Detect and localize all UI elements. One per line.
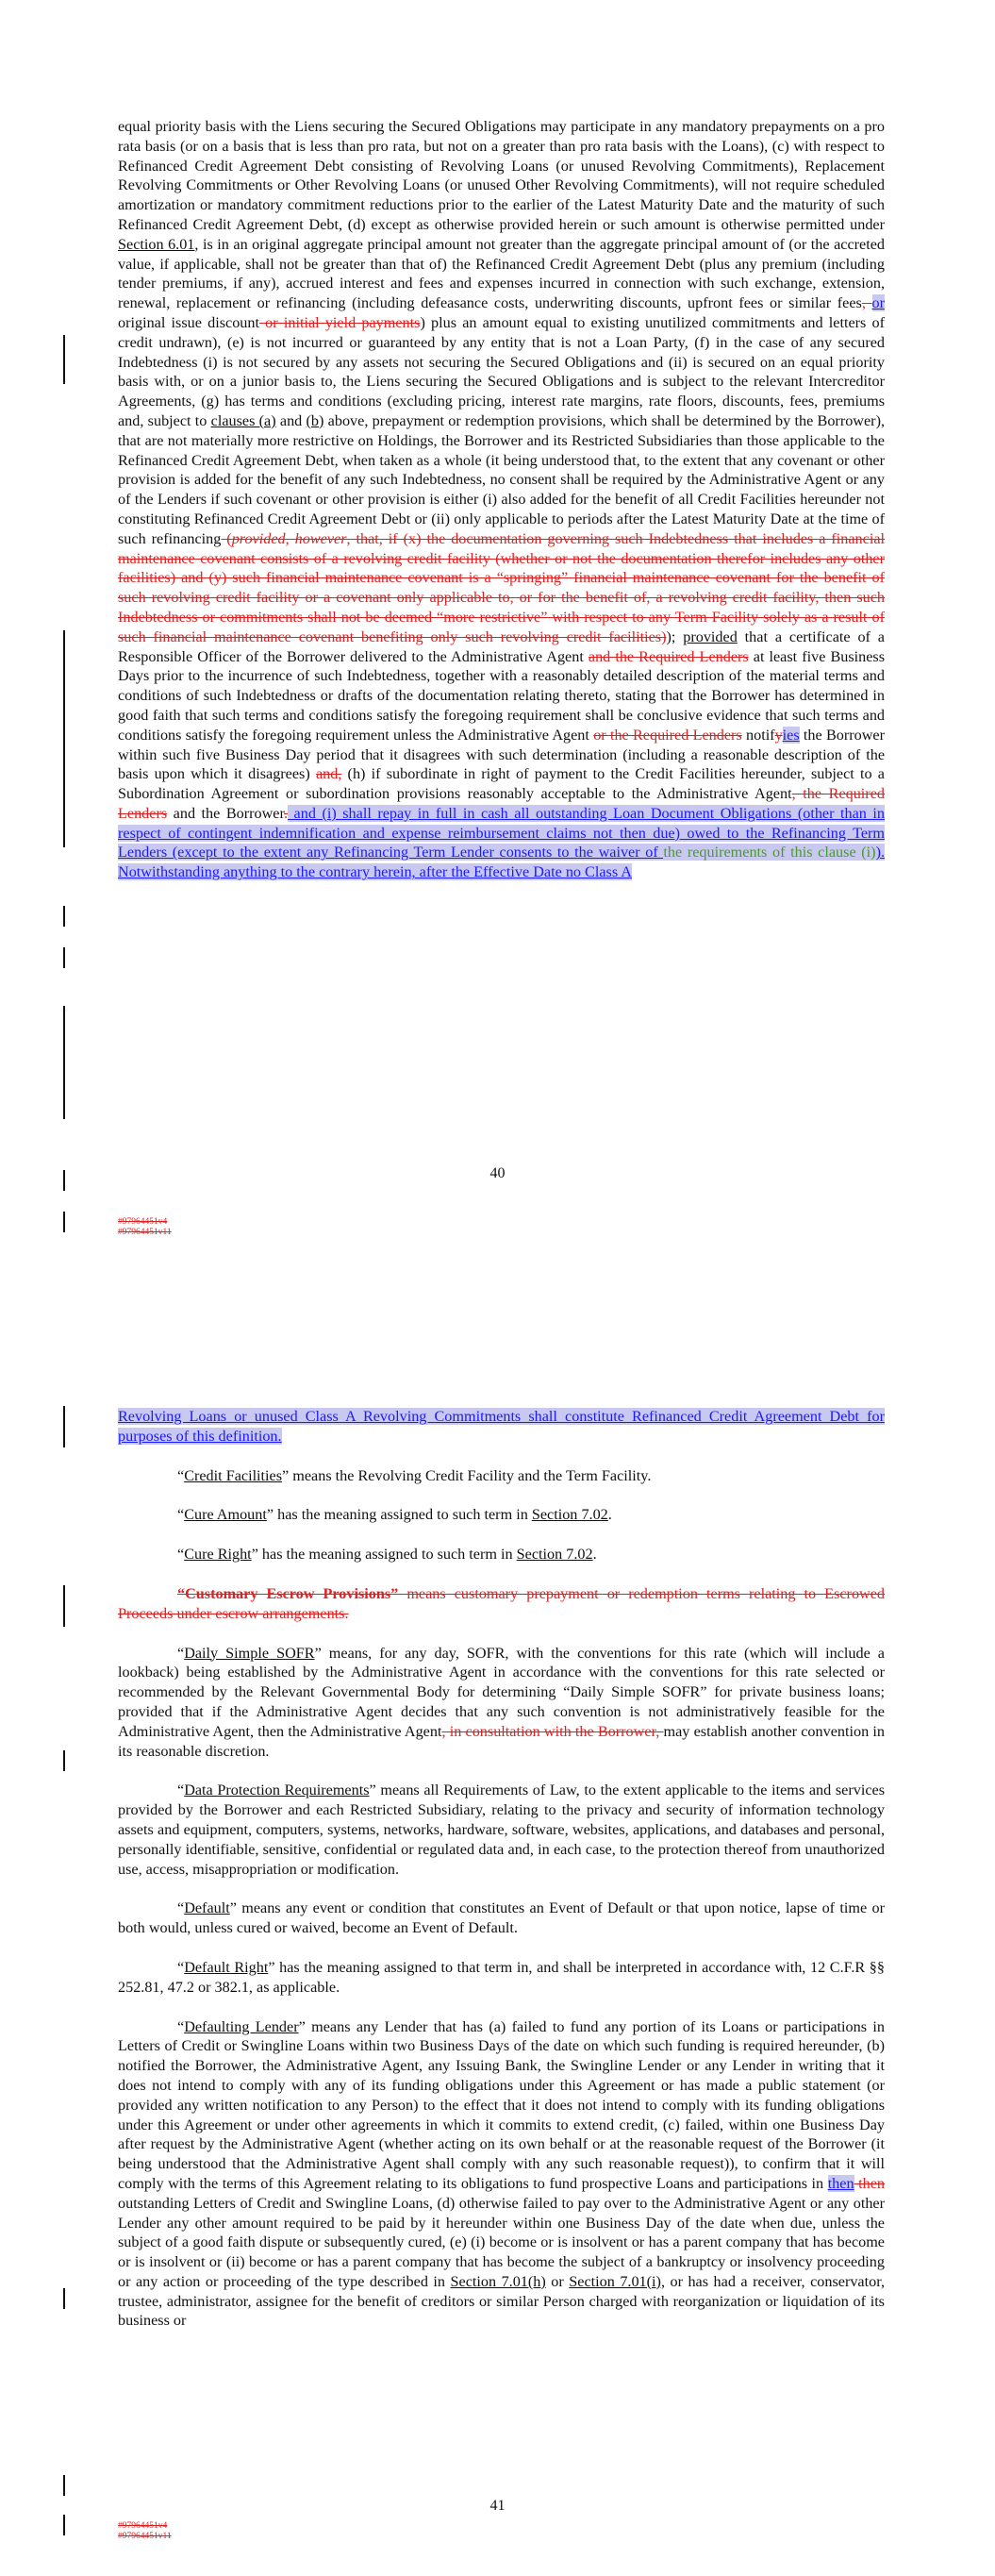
defined-term: Default xyxy=(184,1899,230,1917)
deleted-text: , that, if (x) the documentation governing such Indebtedness that includes a financial maintenance covenant consists of a revolving credit facility (whether or not the documentation therefor includes any other facilities) and (y) such financial maintenance covenant is a “springing” financial maintenance covenant for the benefit of such revolving credit facility or a covenant only applicable to, or for the benefit of, a revolving credit facility, then such Indebtedness or commitments shall not be deemed “more restrictive” with respect to any Term Facility solely as a result of such financial maintenance covenant benefiting only such revolving credit facilities) xyxy=(118,529,886,645)
defined-term: Default Right xyxy=(184,1958,269,1976)
change-bar xyxy=(63,630,65,847)
moved-text: the requirements of this clause (i) xyxy=(663,844,876,861)
defined-term: Cure Amount xyxy=(184,1506,267,1524)
deleted-text: , in consultation with the Borrower, xyxy=(441,1722,664,1740)
clause-ref: clauses (a) xyxy=(210,411,276,429)
doc-id: #97964451v4 xyxy=(118,1217,168,1227)
definitions-block xyxy=(118,1407,885,2331)
change-bar xyxy=(63,1406,65,1447)
deleted-text: then xyxy=(854,2174,885,2192)
doc-id: #97964451v11 xyxy=(118,2532,172,2541)
deleted-text: provided, however xyxy=(231,529,347,547)
change-bar xyxy=(63,906,65,927)
change-bar xyxy=(63,1006,65,1119)
deleted-text: ( xyxy=(221,529,232,547)
defined-term: Data Protection Requirements xyxy=(184,1781,370,1799)
inserted-text: ies xyxy=(782,726,800,744)
definition-paragraph xyxy=(118,117,885,882)
continuation-text: Revolving Loans or unused Class A Revolving Commitments shall constitute Refinanced Credit Agreement Debt for purposes of this definition. xyxy=(118,1408,885,1445)
defined-term: Credit Facilities xyxy=(184,1466,283,1484)
change-bar xyxy=(63,2515,65,2535)
doc-id: #97964451v4 xyxy=(118,2521,168,2531)
change-bar xyxy=(63,2288,65,2309)
clause-ref: (b) xyxy=(306,411,324,429)
deleted-text: y xyxy=(774,726,783,744)
change-bar xyxy=(63,1750,65,1771)
deleted-text: , xyxy=(861,294,872,312)
change-bar xyxy=(63,335,65,384)
definition-data-protection-requirements: “Data Protection Requirements” means all Requirements of Law, to the extent applicable to the items and services provided by the Borrower and each Restricted Subsidiary, relating to the privacy and security of information technology assets and equipment, computers, systems, networks, hardware, software, websites, applications, and databases and personal, personally identifiable, sensitive, confidential or regulated data and, in each case, to the protection thereof from unauthorized use, access, misappropriation or modification. xyxy=(118,1781,885,1878)
definition-defaulting-lender: “Defaulting Lender” means any Lender that has (a) failed to fund any portion of its Loans or participations in Letters of Credit or Swingline Loans within two Business Days of the date on which such funding is required hereunder, (b) notified the Borrower, the Administrative Agent, any Issuing Bank, the Swingline Lender or any Lender in writing that it does not intend to comply with any of its funding obligations under this Agreement or has made a public statement (or provided any written notification to any Person) to the effect that it does not intend to comply with its funding obligations under this Agreement or under other agreements in which it commits to extend credit, (c) failed, within one Business Day after request by the Administrative Agent (whether acting on its own behalf or at the reasonable request of the Borrower (it being understood that the Administrative Agent shall comply with any such reasonable request)), to confirm that it will comply with the terms of this Agreement relating to its obligations to fund prospective Loans and participations in then then outstanding Letters of Credit and Swingline Loans, (d) otherwise failed to pay over to the Administrative Agent or any other Lender any other amount required to be paid by it hereunder within one Business Day of the date when due, unless the subject of a good faith dispute or subsequently cured, (e) (i) become or is insolvent or has a parent company that has become or is insolvent or (ii) become or has a parent company that has become the subject of a bankruptcy or insolvency proceeding or any action or proceeding of the type described in Section 7.01(h) or Section 7.01(i), or has had a receiver, conservator, trustee, administrator, assignee for the benefit of creditors or similar Person charged with reorganization or liquidation of its business or xyxy=(118,2017,885,2330)
inserted-text: or xyxy=(871,294,885,312)
section-ref: Section 6.01 xyxy=(118,235,195,253)
deleted-defined-term: “Customary Escrow Provisions” xyxy=(177,1584,399,1602)
deleted-text: or initial yield payments xyxy=(258,313,421,331)
deleted-text: , the Required Lenders xyxy=(118,785,885,822)
change-bar xyxy=(63,1585,65,1627)
definition-cure-amount: “Cure Amount” has the meaning assigned to such term in Section 7.02. xyxy=(177,1506,612,1524)
definition-daily-simple-sofr: “Daily Simple SOFR” means, for any day, SOFR, with the conventions for this rate (which will include a lookback) being established by the Administrative Agent in accordance with the conventions for this rate selected or recommended by the Relevant Governmental Body for determining “Daily Simple SOFR” for private business loans; provided that if the Administrative Agent decides that any such convention is not administratively feasible for the Administrative Agent, then the Administrative Agent, in consultation with the Borrower, may establish another convention in its reasonable discretion. xyxy=(118,1644,885,1760)
section-ref: Section 7.01(i) xyxy=(569,2272,661,2290)
change-bar xyxy=(63,2475,65,2496)
change-bar xyxy=(63,947,65,968)
deleted-text: and the Required Lenders xyxy=(588,647,749,665)
proviso-ref: provided xyxy=(683,627,738,645)
change-bar xyxy=(63,1212,65,1232)
section-ref: Section 7.01(h) xyxy=(450,2272,546,2290)
deleted-text: means customary prepayment or redemption terms relating to Escrowed Proceeds under escrow arrangements. xyxy=(118,1584,886,1622)
page-41 xyxy=(0,1288,995,2576)
page-number: 41 xyxy=(489,2498,506,2514)
deleted-text: and, xyxy=(315,765,342,783)
definition-customary-escrow-provisions xyxy=(118,1584,885,1624)
inserted-text: then xyxy=(827,2174,854,2192)
defined-term: Daily Simple SOFR xyxy=(184,1644,315,1662)
page-number: 40 xyxy=(489,1165,506,1181)
inserted-text: and (i) shall repay in full in cash all outstanding Loan Document Obligations (other than in respect of contingent indemnification and expense reimbursement claims not then due) owed to the Refinancing Term Lenders (except to the extent any Refinancing Term Lender consents to the waiver of xyxy=(118,804,885,861)
deleted-text: or the Required Lenders xyxy=(593,726,742,744)
refinanced-debt-clause: equal priority basis with the Liens securing the Secured Obligations may participate in any mandatory prepayments on a pro rata basis (or on a basis that is less than pro rata, but not on a greater than pro rata basis with the Loans), (c) with respect to Refinanced Credit Agreement Debt consisting of Revolving Loans (or unused Revolving Commitments), Replacement Revolving Commitments or Other Revolving Loans (or unused Other Revolving Commitments), will not require scheduled amortization or mandatory commitment reductions prior to the earlier of the Latest Maturity Date and the maturity of such Refinanced Credit Agreement Debt, (d) except as otherwise provided herein or such amount is otherwise permitted under Section 6.01, is in an original aggregate principal amount not greater than the aggregate principal amount of (or the accreted value, if applicable, shall not be greater than that of) the Refinanced Credit Agreement Debt (plus any premium (including tender premiums, if any), accrued interest and fees and expenses incurred in connection with such exchange, extension, renewal, replacement or refinancing (including defeasance costs, underwriting discounts, upfront fees or similar fees, or original issue discount or initial yield payments) plus an amount equal to existing unutilized commitments and letters of credit undrawn), (e) is not incurred or guaranteed by any entity that is not a Loan Party, (f) in the case of any secured Indebtedness (i) is not secured by any assets not securing the Secured Obligations and (ii) is secured on an equal priority basis with, or on a junior basis to, the Liens securing the Secured Obligations and is subject to the relevant Intercreditor Agreements, (g) has terms and conditions (excluding pricing, interest rate margins, rate floors, discounts, fees, premiums and, subject to clauses (a) and (b) above, prepayment or redemption provisions, which shall be determined by the Borrower), that are not materially more restrictive on Holdings, the Borrower and its Restricted Subsidiaries than those applicable to the Refinanced Credit Agreement Debt, when taken as a whole (it being understood that, to the extent that any covenant or other provision is added for the benefit of any such Indebtedness, no consent shall be required by the Administrative Agent or any of the Lenders if such covenant or other provision is either (i) also added for the benefit of all Credit Facilities hereunder not constituting Refinanced Credit Agreement Debt or (ii) only applicable to periods after the Latest Maturity Date at the time of such refinancing (provided, however, that, if (x) the documentation governing such Indebtedness that includes a financial maintenance covenant consists of a revolving credit facility (whether or not the documentation therefor includes any other facilities) and (y) such financial maintenance covenant is a “springing” financial maintenance covenant for the benefit of such revolving credit facility or a covenant only applicable to, or for the benefit of, a revolving credit facility, then such Indebtedness or commitments shall not be deemed “more restrictive” with respect to any Term Facility solely as a result of such financial maintenance covenant benefiting only such revolving credit facilities)); provided that a certificate of a Responsible Officer of the Borrower delivered to the Administrative Agent and the Required Lenders at least five Business Days prior to the incurrence of such Indebtedness, together with a reasonably detailed description of the material terms and conditions of such Indebtedness or drafts of the documentation relating thereto, stating that the Borrower has determined in good faith that such terms and conditions satisfy the foregoing requirement shall be conclusive evidence that such terms and conditions satisfy the foregoing requirement unless the Administrative Agent or the Required Lenders notifyies the Borrower within such five Business Day period that it disagrees with such determination (including a reasonable description of the basis upon which it disagrees) and, (h) if subordinate in right of payment to the Credit Facilities hereunder, subject to a Subordination Agreement or subordination provisions reasonably acceptable to the Administrative Agent, the Required Lenders and the Borrower. and (i) shall repay in full in cash all outstanding Loan Document Obligations (other than in respect of contingent indemnification and expense reimbursement claims not then due) owed to the Refinancing Term Lenders (except to the extent any Refinancing Term Lender consents to the waiver of the requirements of this clause (i)). Notwithstanding anything to the contrary herein, after the Effective Date no Class A xyxy=(118,118,886,881)
section-ref: Section 7.02 xyxy=(531,1506,608,1524)
section-ref: Section 7.02 xyxy=(516,1546,593,1564)
defined-term: Defaulting Lender xyxy=(184,2017,299,2035)
inserted-text: ). Notwithstanding anything to the contrary herein, after the Effective Date no Class A xyxy=(118,844,885,881)
definition-default-right: “Default Right” has the meaning assigned to that term in, and shall be interpreted in accordance with, 12 C.F.R §§ 252.81, 47.2 or 382.1, as applicable. xyxy=(118,1958,885,1996)
definition-default: “Default” means any event or condition that constitutes an Event of Default or that upon notice, lapse of time or both would, unless cured or waived, become an Event of Default. xyxy=(118,1899,885,1937)
deleted-text: . xyxy=(283,804,289,822)
doc-id: #97964451v11 xyxy=(118,1228,172,1237)
defined-term: Cure Right xyxy=(184,1546,252,1564)
definition-credit-facilities: “Credit Facilities” means the Revolving Credit Facility and the Term Facility. xyxy=(177,1466,652,1484)
definition-cure-right: “Cure Right” has the meaning assigned to such term in Section 7.02. xyxy=(177,1546,597,1564)
